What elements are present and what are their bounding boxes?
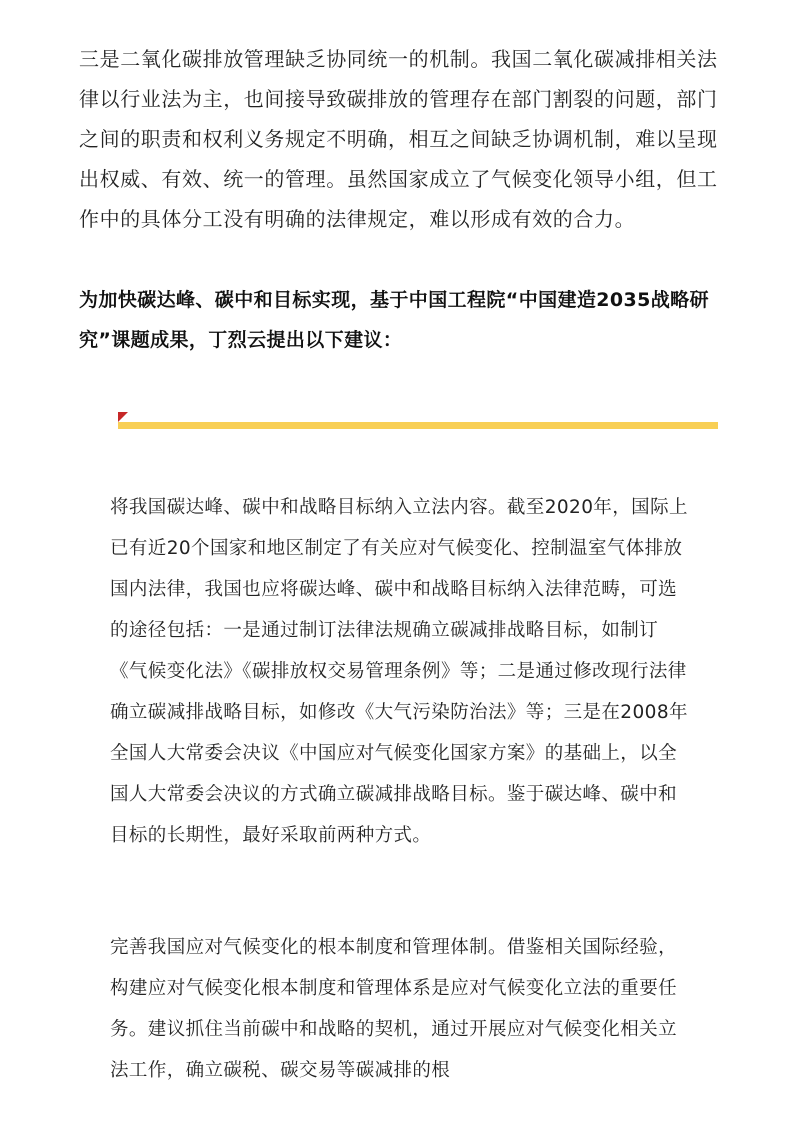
paragraph-management-mechanism: 三是二氧化碳排放管理缺乏协同统一的机制。我国二氧化碳减排相关法律以行业法为主，也间接导致碳排放的管理存在部门割裂的问题，部门之间的职责和权利义务规定不明确，相互之间缺乏协调机制，难以呈现出权威、有效、统一的管理。虽然国家成立了气候变化领导小组，但工作中的具体分工没有明确的法律规定，难以形成有效的合力。 bbox=[79, 47, 718, 231]
section-divider bbox=[118, 412, 718, 432]
suggestions-intro-heading: 为加快碳达峰、碳中和目标实现，基于中国工程院“中国建造2035战略研究”课题成果，丁烈云提出以下建议： bbox=[79, 289, 709, 351]
divider-marker-icon bbox=[118, 412, 128, 422]
divider-bar bbox=[118, 422, 718, 429]
suggestion-paragraph-management-system: 完善我国应对气候变化的根本制度和管理体制。借鉴相关国际经验，构建应对气候变化根本制度和管理体系是应对气候变化立法的重要任务。建议抓住当前碳中和战略的契机，通过开展应对气候变化相关立法工作，确立碳税、碳交易等碳减排的根 bbox=[110, 937, 678, 1081]
suggestion-paragraph-legislation: 将我国碳达峰、碳中和战略目标纳入立法内容。截至2020年，国际上已有近20个国家和地区制定了有关应对气候变化、控制温室气体排放国内法律，我国也应将碳达峰、碳中和战略目标纳入法律范畴，可选的途径包括：一是通过制订法律法规确立碳减排战略目标，如制订《气候变化法》《碳排放权交易管理条例》等；二是通过修改现行法律确立碳减排战略目标，如修改《大气污染防治法》等；三是在2008年全国人大常委会决议《中国应对气候变化国家方案》的基础上，以全国人大常委会决议的方式确立碳减排战略目标。鉴于碳达峰、碳中和目标的长期性，最好采取前两种方式。 bbox=[110, 497, 688, 846]
